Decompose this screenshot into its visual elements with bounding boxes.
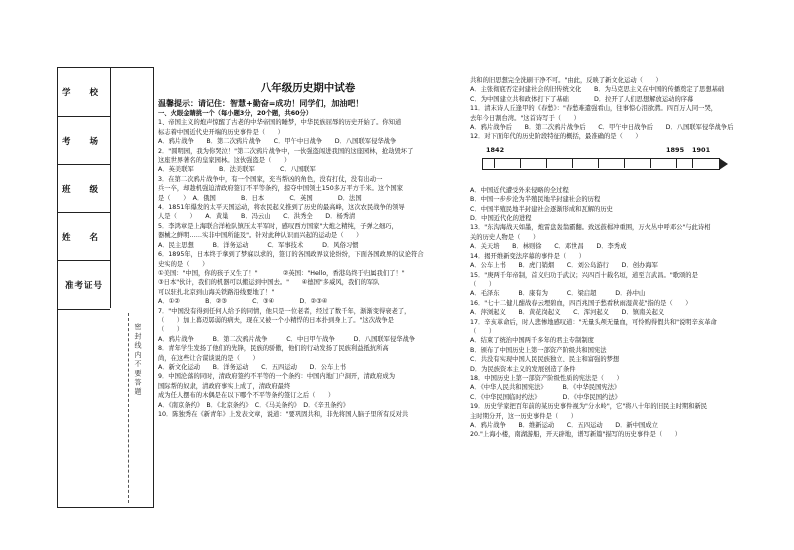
question-line: 史实的是（ ） <box>158 260 209 268</box>
question-line: A．中国近代遭受外来侵略的全过程 <box>470 186 569 194</box>
question-line: 成为任人摆布的木偶是在以下哪个不平等条约签订之后（ ） <box>158 392 335 400</box>
question-line: A．鸦片战争后 B．第二次鸦片战争后 C．甲午中日战争后 D．八国联军侵华战争后 <box>470 124 734 132</box>
question-line: A．鸦片战争 B．维新运动 C．五四运动 D．新中国成立 <box>470 422 658 429</box>
question-line: A．萍浏起义 B．黄花岗起义 C．浑河起义 D．镇南关起义 <box>470 309 665 317</box>
question-line: A．①② B．②③ C．③④ D．②③④ <box>158 298 328 306</box>
timeline-tick <box>494 158 495 168</box>
question-line: 2．"圆明园，我为你哭泣！"第二次鸦片战争中，一伙强盗闯进我国的这座园林，抢劫毁坏了 <box>158 147 414 155</box>
question-line: 可以驻扎北京到山海关铁路沿线要地了！" <box>158 288 275 296</box>
question-line: 3．在第二次鸦片战争中，有一个国家，充当帮凶的角色，没有打仗，没有出动一 <box>158 175 383 183</box>
timeline-tick <box>546 158 547 168</box>
exam-sheet <box>40 40 784 508</box>
question-line: 20."上海小楼，南湖游船，开天辟地，谱写新篇"描写的历史事件是（ ） <box>470 431 682 439</box>
timeline-year-1842: 1842 <box>486 145 505 154</box>
seal-line <box>128 313 130 503</box>
question-line: A．关天培 B．林则徐 C．邓世昌 D．李秀成 <box>470 243 627 251</box>
question-line: C．《中华民国临时约法》 D．《中华民国约法》 <box>470 393 621 401</box>
student-info-box <box>57 67 154 508</box>
question-line: 7．"中国没有得到任何人给予的同情，他只是一位老者，经过了数千年，渐渐变得衰老了， <box>158 307 411 315</box>
timeline-tick <box>676 158 677 168</box>
question-line: 兵一卒，却趁机强迫清政府签订不平等条约，掠夺中国领土150多万平方千米。这个国家 <box>158 185 404 193</box>
question-line: A．结束了统治中国两千多年的君主专制制度 <box>470 337 594 345</box>
timeline-tick <box>624 158 625 168</box>
seal-note: 密 封 线 内 不 要 答 题 <box>134 323 142 395</box>
exam-room-label: 考 场 <box>58 116 110 165</box>
question-line: A．毛泽东 B．康有为 C．梁启超 D．孙中山 <box>470 290 646 298</box>
question-line: ①美国："中国，你的孩子又生了！" ②英国："Hello，香港岛终于归属我们了！" <box>158 269 405 277</box>
left-questions <box>158 118 458 419</box>
question-line: 11．清末诗人丘逢甲的《春愁》："春愁难遣强看山，往事惊心泪欲潸。四百万人同一哭， <box>470 105 718 113</box>
question-line: 16．"七十二健儿酣战春云埋碧血，四百兆国子愁看秋雨湿黄花"指的是（ ） <box>470 299 692 307</box>
question-line: B．颁布了中国历史上第一部资产阶级共和国宪法 <box>470 346 607 354</box>
question-line: 人是（ ） A．黄巢 B．冯云山 C．洪秀全 D．杨秀清 <box>158 213 356 221</box>
question-line: C．共没有实现中国人民民族独立、民主和富强的梦想 <box>470 356 620 364</box>
right-questions-2 <box>470 186 780 440</box>
question-line: A．鸦片战争 B．第二次鸦片战争 C．甲午中日战争 D．八国联军侵华战争 <box>158 138 397 146</box>
timeline-year-1901: 1901 <box>692 145 711 154</box>
question-line: 主时期分开，这一历史事件是（ ） <box>470 412 578 420</box>
timeline-tick <box>692 158 693 168</box>
question-line: 器械之鲜明……实非中国所能及"。针对此种认识而兴起的运动是（ ） <box>158 232 363 240</box>
question-line: A．民主思想 B．洋务运动 C．军事技术 D．风俗习惯 <box>158 241 359 249</box>
question-line: 9．中国沦落的同时，清政府签约不平等的一个条约：中国内地门户洞开，清政府成为 <box>158 373 395 381</box>
question-line: 是（ ） A．俄国 B．日本 C．英国 D．法国 <box>158 194 362 202</box>
timeline-bar <box>482 158 720 170</box>
right-column <box>470 76 780 440</box>
question-line: 尚，在这些让合谋谈说的是（ ） <box>158 354 259 362</box>
school-label: 学 校 <box>62 88 106 98</box>
question-line: 这座世界著名的皇家园林。这伙强盗是（ ） <box>158 157 291 165</box>
tips-line: 温馨提示：请记住：智慧+勤奋=成功！同学们，加油吧！ <box>158 99 364 108</box>
timeline-year-1895: 1895 <box>666 145 685 154</box>
question-line: 18．中国历史上第一部资产阶级性质的宪法是（ ） <box>470 374 623 382</box>
timeline-arrow <box>719 158 728 170</box>
timeline-tick <box>650 158 651 168</box>
question-line: 13．"东沟海战天如墨，炮雷盘轰翁霸翻。致远鼓楫冲重围，万火丛中呼邓公"与此诗相 <box>470 224 711 232</box>
question-line: A．《南京条约》 B．《北京条约》 C．《马关条约》 D．《辛丑条约》 <box>158 401 350 409</box>
question-line: 关的历史人物是（ ） <box>470 233 540 241</box>
question-line: A．新文化运动 B．洋务运动 C．五四运动 D．公车上书 <box>158 363 346 371</box>
class-label: 班 级 <box>58 164 110 213</box>
question-line: A．鸦片战争 B．第二次鸦片战争 C．中日甲午战争 D．八国联军侵华战争 <box>158 335 416 343</box>
name-label: 姓 名 <box>58 212 110 261</box>
question-line: 标志着中国近代史开端的历史事件是（ ） <box>158 128 284 136</box>
question-line: （ ） <box>158 326 184 334</box>
exam-number-label: 准考证号 <box>58 260 110 310</box>
question-line: （ ）加上暮迈孱弱的病夫，现在又被一个小精悍的日本扑到身上了。"这次战争是 <box>158 316 394 324</box>
question-line: （ ） <box>470 327 496 335</box>
question-line: 17．辛亥革命后，时人悲惨地感叹道："无量头颅无量血，可怜购得假共和"说明辛亥革命 <box>470 318 717 326</box>
question-line: （ ） <box>470 280 496 288</box>
timeline-tick <box>598 158 599 168</box>
question-line: 6．1895年，日本终于拿到了梦寐以求的，签订的各国政界议论纷纷，下面各国政界的议论符合 <box>158 251 424 259</box>
question-line: D．为民族资本主义的发展创造了条件 <box>470 365 576 373</box>
question-line: 5．李鸿章是上海联合洋枪队镇压太平军时，感叹西方国家"大炮之精纯，子弹之细巧， <box>158 222 398 230</box>
question-line: C．为中国建立共和政体打下了基础 D．拉开了人们思想解放运动的序幕 <box>470 95 694 103</box>
question-line: 15．"庚两千年帝制，首义归功于武汉；兴四百十载名垣，道至言武昌。"歌颂的是 <box>470 271 698 279</box>
question-line: 国际帮的奴隶，清政府事实上成了，清政府最终 <box>158 382 291 390</box>
question-line: 12．对下面年代的历史阶段特征的概括，最准确的是（ ） <box>470 133 642 141</box>
question-line: 10．陈独秀在《新青年》上发表文章，说道："要巩固共和，非先将国人脑子里所有反对共 <box>158 411 409 418</box>
left-column <box>158 76 458 419</box>
question-line: 8．青年学生发扬了他们的先锋，民族的骄傲，他们的行动发扬了民族利益抵抗所高 <box>158 345 389 353</box>
question-line: 1、帝国主义的炮声惊醒了古老的中华帝国的睡梦，中华民族屈辱的历史开始了。你知道 <box>158 119 402 127</box>
question-line: 14．揭开维新变法序幕的事件是（ ） <box>470 252 586 260</box>
section-heading: 一、火眼金睛挑一个（每小题3分，20个题，共60分） <box>158 110 313 117</box>
question-line: A．公车上书 B．虎门销烟 C．刘公岛游行 D．创办海军 <box>470 262 658 270</box>
question-line: A．英美联军 B．法美联军 C．八国联军 <box>158 166 316 174</box>
question-line: 去年今日割台湾。"这首诗写于（ ） <box>470 114 580 122</box>
question-line: A．《中华人民共和国宪法》 B．《中华民国宪法》 <box>470 384 621 392</box>
page-title: 八年级历史期中试卷 <box>260 82 356 94</box>
question-line: D．中国近代化的进程 <box>470 215 532 223</box>
question-line: C．中国半殖民地半封建社会逐渐形成和瓦解的历史 <box>470 205 613 213</box>
question-line: B．中国一步步沦为半殖民地半封建社会的历程 <box>470 196 601 204</box>
question-line: A．主张彻底否定封建社会的旧传统文化 B．为马克思主义在中国的传播奠定了思想基础 <box>470 86 725 94</box>
question-line: 共和的旧思想完全洗刷干净不可。"由此，反映了新文化运动（ ） <box>470 77 662 84</box>
timeline-tick <box>572 158 573 168</box>
question-line: 19．历史学家把百年前的某历史事件视为"分水岭"，它"将八十年的旧民主时期和新民 <box>470 403 708 411</box>
question-line: ③日本"伙计，我们的机器可以搬运到中国去。" ④德国"多威风，我们的军队 <box>158 279 380 287</box>
right-questions-1 <box>470 76 780 142</box>
timeline-tick <box>520 158 521 168</box>
question-line: 4．1851年爆发的太平天国运动，将农民起义推到了历史的最高峰，这次农民战争的领导 <box>158 204 405 212</box>
timeline-figure <box>470 144 780 184</box>
box-divider <box>110 68 111 308</box>
